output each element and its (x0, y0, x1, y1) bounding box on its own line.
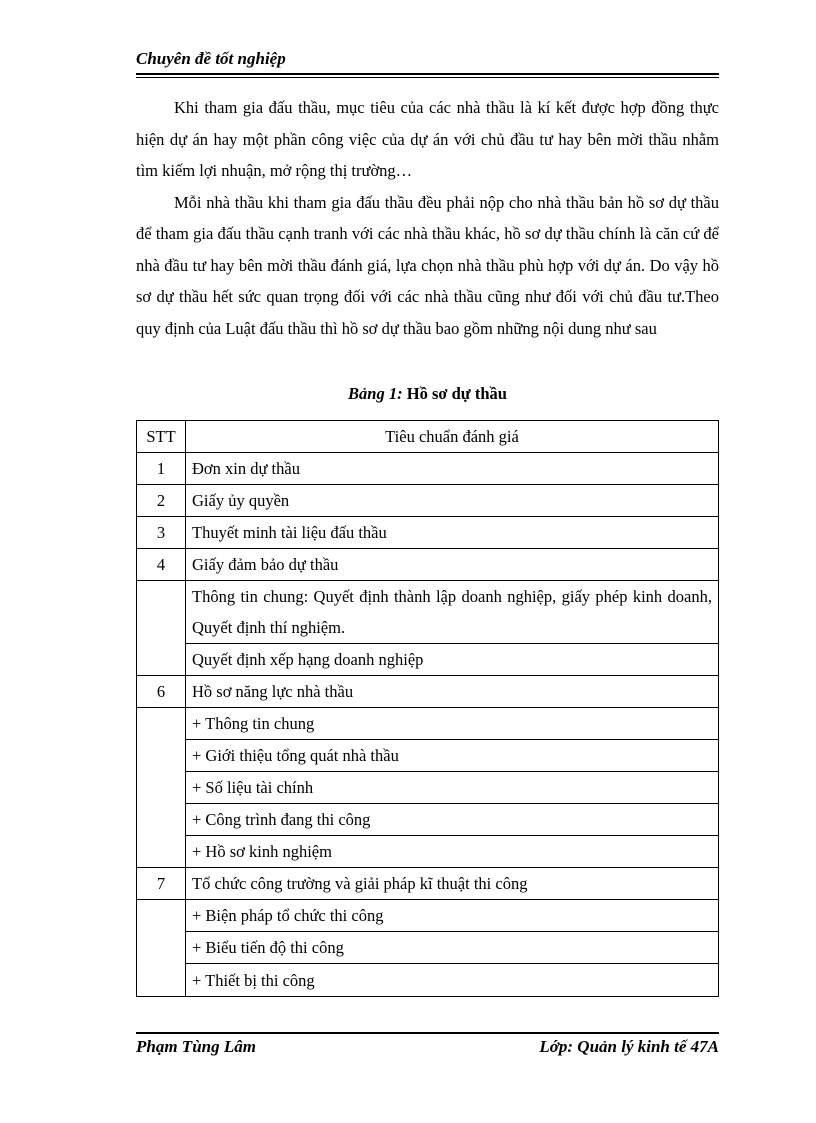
header-stt: STT (137, 421, 186, 453)
table-caption (136, 384, 719, 404)
table-row (137, 644, 719, 676)
row-criteria: Thông tin chung: Quyết định thành lập doanh nghiệp, giấy phép kinh doanh, Quyết định thí nghiệm. (186, 581, 719, 644)
row-stt (137, 900, 186, 997)
row-stt (137, 708, 186, 868)
table-row (137, 868, 719, 900)
row-criteria: + Biểu tiến độ thi công (186, 932, 719, 964)
row-stt: 7 (137, 868, 186, 900)
table-row (137, 453, 719, 485)
table-row (137, 740, 719, 772)
table-row (137, 772, 719, 804)
row-criteria: Quyết định xếp hạng doanh nghiệp (186, 644, 719, 676)
table-row (137, 549, 719, 581)
table-row (137, 676, 719, 708)
row-criteria: + Thiết bị thi công (186, 964, 719, 997)
table-row (137, 836, 719, 868)
row-criteria: + Thông tin chung (186, 708, 719, 740)
row-criteria: + Giới thiệu tổng quát nhà thầu (186, 740, 719, 772)
header-title: Chuyên đề tốt nghiệp (136, 49, 286, 68)
row-criteria: + Biện pháp tổ chức thi công (186, 900, 719, 932)
row-criteria: + Hồ sơ kinh nghiệm (186, 836, 719, 868)
footer-author: Phạm Tùng Lâm (136, 1037, 256, 1056)
header-criteria: Tiêu chuẩn đánh giá (186, 421, 719, 453)
row-stt: 6 (137, 676, 186, 708)
table-row (137, 708, 719, 740)
row-criteria: + Công trình đang thi công (186, 804, 719, 836)
row-criteria: Giấy ủy quyền (186, 485, 719, 517)
header-rule-thick (136, 73, 719, 75)
table-row (137, 517, 719, 549)
row-criteria: Thuyết minh tài liệu đấu thầu (186, 517, 719, 549)
row-stt (137, 581, 186, 676)
body-text (136, 92, 719, 344)
row-stt: 2 (137, 485, 186, 517)
paragraph-1: Khi tham gia đấu thầu, mục tiêu của các nhà thầu là kí kết được hợp đồng thực hiện dự án hay một phần công việc của dự án với chủ đầu tư hay bên mời thầu nhằm tìm kiếm lợi nhuận, mở rộng thị trường… (136, 98, 719, 180)
table-row (137, 964, 719, 997)
row-stt: 3 (137, 517, 186, 549)
table-row (137, 581, 719, 644)
table-row (137, 804, 719, 836)
row-stt: 4 (137, 549, 186, 581)
table-row (137, 485, 719, 517)
row-stt: 1 (137, 453, 186, 485)
paragraph-2: Mỗi nhà thầu khi tham gia đấu thầu đều phải nộp cho nhà thầu bản hồ sơ dự thầu để tham gia đấu thầu cạnh tranh với các nhà thầu khác, hồ sơ dự thầu chính là căn cứ để nhà đầu tư hay bên mời thầu đánh giá, lựa chọn nhà thầu phù hợp với dự án. Do vậy hồ sơ dự thầu hết sức quan trọng đối với các nhà thầu cũng như đối với chủ đầu tư.Theo quy định của Luật đấu thầu thì hồ sơ dự thầu bao gồm những nội dung như sau (136, 192, 719, 338)
table-caption-label: Bảng 1: (348, 384, 403, 403)
bid-documents-table (136, 420, 719, 997)
row-criteria: Đơn xin dự thầu (186, 453, 719, 485)
table-header-row (137, 421, 719, 453)
footer-rule (136, 1032, 719, 1034)
row-criteria: Tổ chức công trường và giải pháp kĩ thuật thi công (186, 868, 719, 900)
table-caption-title: Hồ sơ dự thầu (406, 384, 507, 403)
table-row (137, 900, 719, 932)
table-row (137, 932, 719, 964)
header-rule-thin (136, 77, 719, 78)
footer-class: Lớp: Quản lý kinh tế 47A (539, 1037, 719, 1056)
row-criteria: Hồ sơ năng lực nhà thầu (186, 676, 719, 708)
row-criteria: + Số liệu tài chính (186, 772, 719, 804)
row-criteria: Giấy đảm bảo dự thầu (186, 549, 719, 581)
